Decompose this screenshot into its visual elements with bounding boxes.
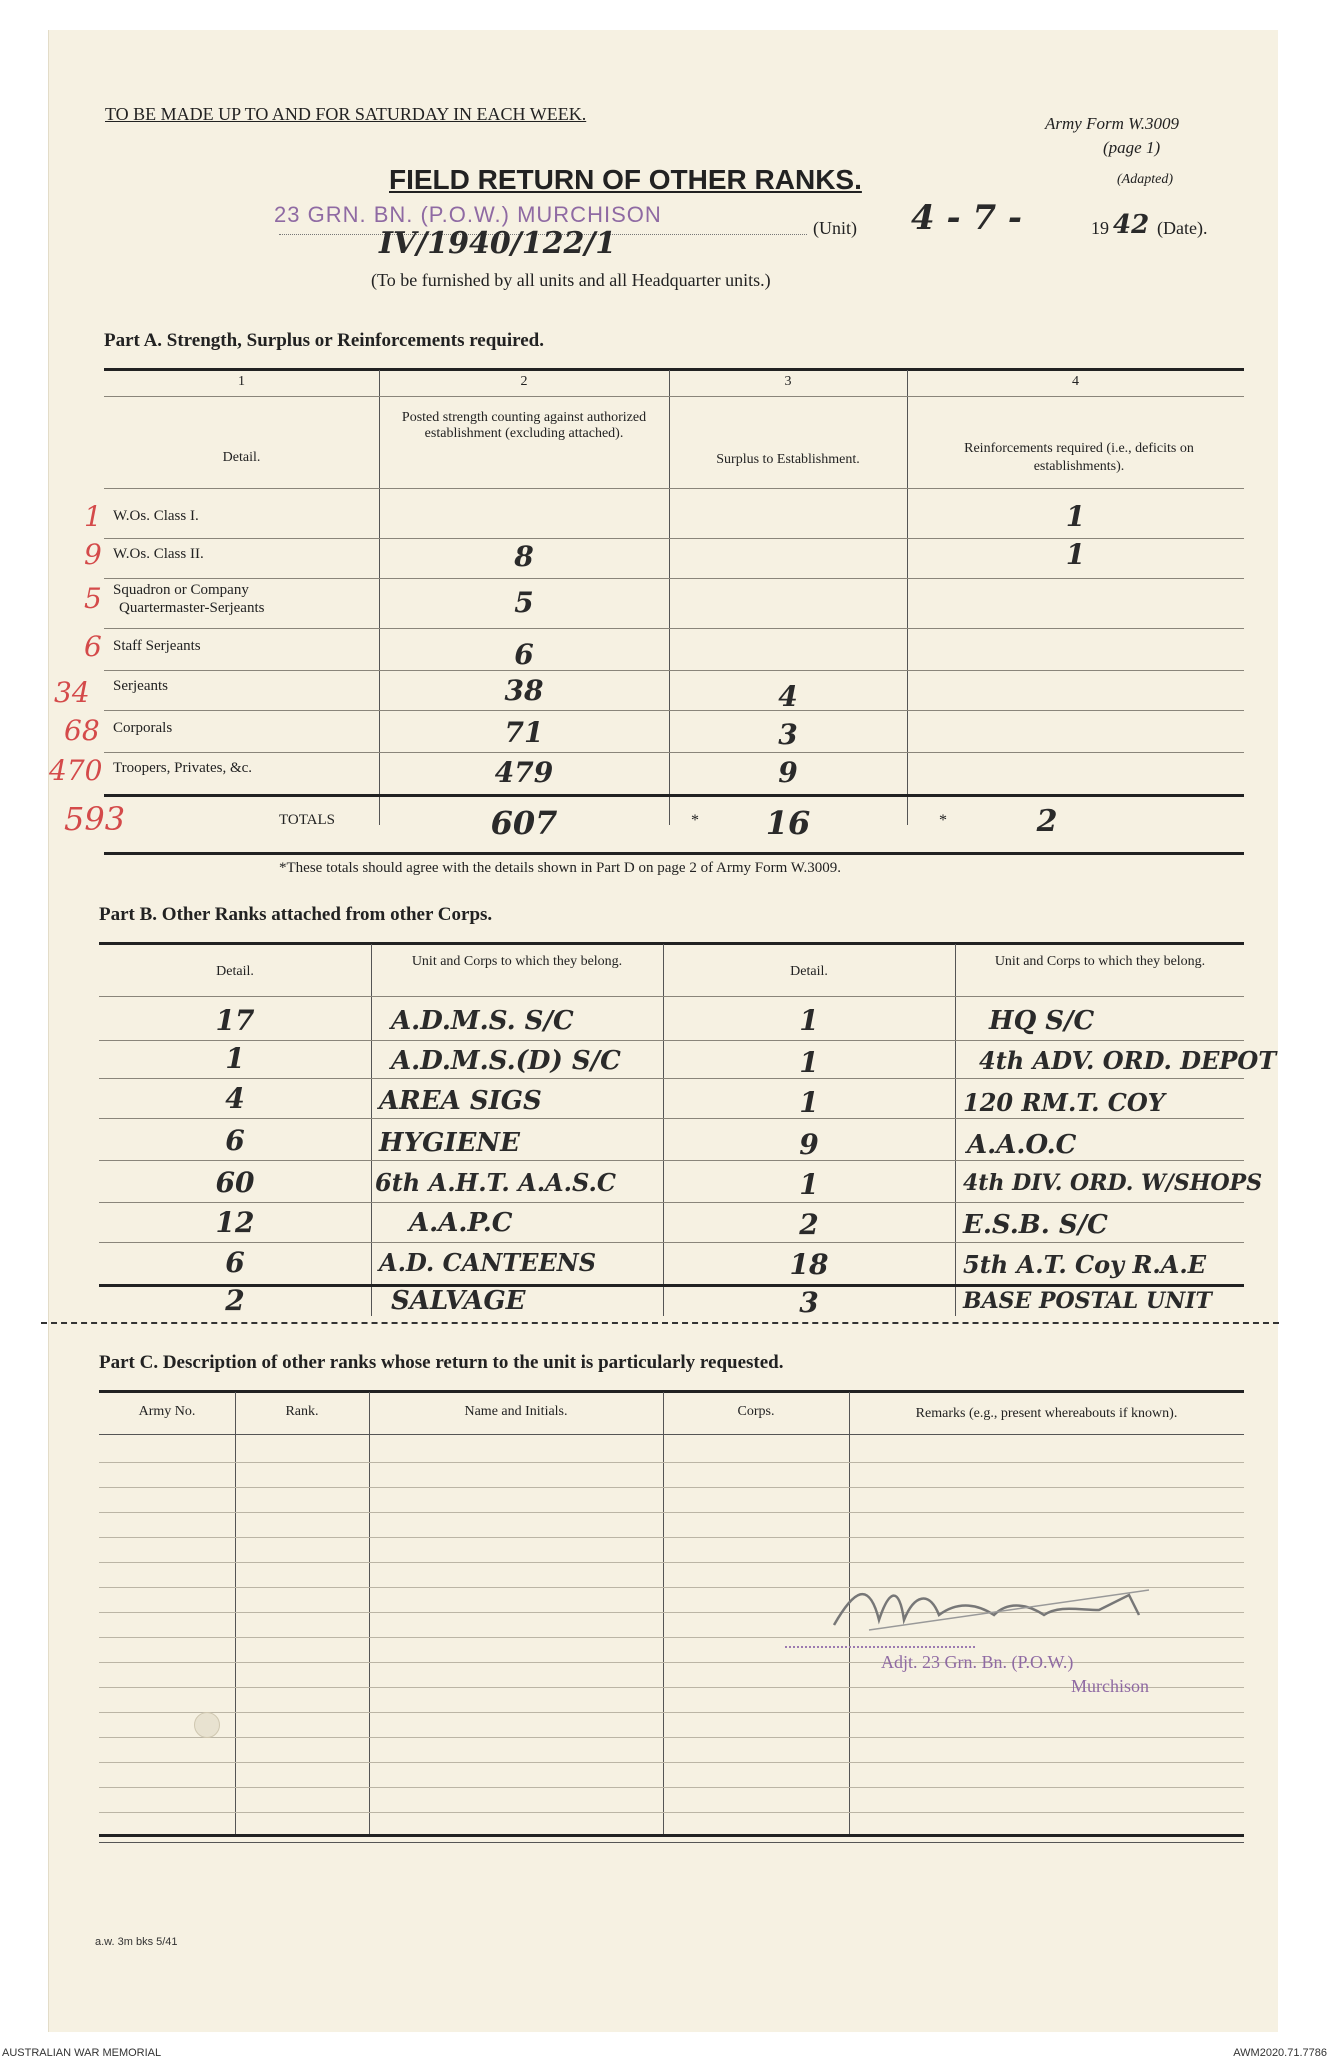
b-unit-1: SALVAGE bbox=[391, 1286, 526, 1316]
row-posted: 8 bbox=[514, 540, 534, 573]
b-detail-2: 1 bbox=[799, 1004, 819, 1037]
margin-tally: 470 bbox=[49, 754, 103, 787]
b-detail-1: 6 bbox=[225, 1124, 245, 1157]
form-name: Army Form W.3009 bbox=[1045, 114, 1179, 133]
margin-tally: 6 bbox=[84, 630, 102, 663]
row-detail: W.Os. Class I. bbox=[113, 508, 199, 524]
b-detail-2: 1 bbox=[799, 1168, 819, 1201]
margin-tally: 68 bbox=[64, 714, 100, 747]
b-unit-2: E.S.B. S/C bbox=[963, 1210, 1108, 1240]
row-posted: 38 bbox=[504, 674, 544, 707]
part-c-ruled-line bbox=[99, 1737, 1244, 1738]
b-unit-2: 4th DIV. ORD. W/SHOPS bbox=[963, 1170, 1263, 1196]
row-reinforcements: 1 bbox=[1065, 538, 1086, 571]
form-title: FIELD RETURN OF OTHER RANKS. bbox=[389, 164, 862, 195]
punch-hole bbox=[194, 1712, 220, 1738]
col-header-reinforcements: Reinforcements required (i.e., deficits on establishments). bbox=[964, 441, 1194, 474]
part-c-heading: Part C. Description of other ranks whose return to the unit is particularly requested. bbox=[99, 1352, 784, 1373]
col-number-1: 1 bbox=[238, 374, 245, 389]
date-handwritten: 4 - 7 - bbox=[911, 198, 1023, 238]
col-number-3: 3 bbox=[784, 374, 792, 389]
left-caption: AUSTRALIAN WAR MEMORIAL bbox=[2, 2047, 162, 2059]
signature-dotted-line bbox=[785, 1646, 975, 1648]
b-unit-1: A.D. CANTEENS bbox=[379, 1248, 597, 1277]
c-col-header-name: Name and Initials. bbox=[464, 1404, 568, 1419]
row-surplus: 4 bbox=[778, 680, 798, 713]
total-reinforcements: 2 bbox=[1036, 804, 1058, 839]
b-detail-2: 3 bbox=[799, 1286, 819, 1319]
adjutant-stamp-line2: Murchison bbox=[1071, 1676, 1149, 1696]
row-detail-line2: Quartermaster-Serjeants bbox=[119, 600, 265, 616]
b-unit-2: 4th ADV. ORD. DEPOT bbox=[979, 1046, 1277, 1075]
margin-tally: 9 bbox=[84, 538, 102, 571]
total-reinforcements-star: * bbox=[939, 812, 947, 829]
b-detail-1: 4 bbox=[225, 1082, 245, 1115]
part-c-ruled-line bbox=[99, 1787, 1244, 1788]
reference-handwritten: IV/1940/122/1 bbox=[379, 226, 617, 261]
b-col-header-detail-2: Detail. bbox=[790, 964, 828, 979]
b-detail-1: 1 bbox=[225, 1042, 245, 1075]
date-label: (Date). bbox=[1157, 218, 1208, 238]
total-surplus-star: * bbox=[691, 812, 699, 829]
col-header-posted: Posted strength counting against authorized establishment (excluding attached). bbox=[401, 410, 647, 441]
totals-note: *These totals should agree with the details shown in Part D on page 2 of Army Form W.3009. bbox=[279, 860, 842, 876]
b-unit-2: 120 RM.T. COY bbox=[963, 1088, 1165, 1117]
year-prefix: 19 bbox=[1091, 218, 1109, 238]
part-c-ruled-line bbox=[99, 1712, 1244, 1713]
b-unit-1: AREA SIGS bbox=[379, 1086, 542, 1116]
c-col-header-corps: Corps. bbox=[737, 1404, 775, 1419]
b-detail-1: 2 bbox=[225, 1284, 245, 1317]
c-col-header-army-no: Army No. bbox=[138, 1404, 196, 1419]
b-unit-2: A.A.O.C bbox=[967, 1130, 1077, 1160]
b-detail-2: 18 bbox=[789, 1248, 829, 1281]
furnish-note: (To be furnished by all units and all Headquarter units.) bbox=[371, 270, 771, 290]
b-detail-1: 12 bbox=[215, 1206, 255, 1239]
right-caption: AWM2020.71.7786 bbox=[1233, 2047, 1327, 2059]
adjutant-stamp-line1: Adjt. 23 Grn. Bn. (P.O.W.) bbox=[881, 1652, 1074, 1672]
part-b-heading: Part B. Other Ranks attached from other Corps. bbox=[99, 904, 493, 925]
form-sheet bbox=[48, 30, 1278, 2032]
part-c-ruled-line bbox=[99, 1537, 1244, 1538]
row-surplus: 3 bbox=[778, 718, 798, 751]
cut-line bbox=[41, 1322, 1279, 1324]
b-col-header-unit-1: Unit and Corps to which they belong. bbox=[411, 954, 623, 969]
part-c-ruled-line bbox=[99, 1487, 1244, 1488]
part-c-ruled-line bbox=[99, 1462, 1244, 1463]
form-page: (page 1) bbox=[1103, 138, 1161, 157]
part-b-top-rule bbox=[99, 942, 1244, 945]
b-detail-2: 2 bbox=[799, 1208, 819, 1241]
col-number-2: 2 bbox=[520, 374, 528, 389]
row-surplus: 9 bbox=[778, 756, 798, 789]
part-c-top-rule bbox=[99, 1390, 1244, 1393]
b-detail-1: 6 bbox=[225, 1246, 245, 1279]
part-c-ruled-line bbox=[99, 1762, 1244, 1763]
row-posted: 71 bbox=[504, 716, 544, 749]
b-col-header-detail-1: Detail. bbox=[216, 964, 254, 979]
row-detail: Serjeants bbox=[113, 678, 168, 694]
margin-tally: 5 bbox=[84, 582, 102, 615]
b-unit-2: 5th A.T. Coy R.A.E bbox=[963, 1250, 1207, 1279]
print-code: a.w. 3m bks 5/41 bbox=[95, 1936, 178, 1948]
margin-tally: 34 bbox=[54, 676, 90, 709]
row-detail: Squadron or Company bbox=[113, 582, 249, 598]
signature-mark bbox=[829, 1570, 1159, 1640]
b-detail-1: 60 bbox=[215, 1166, 255, 1199]
row-detail: W.Os. Class II. bbox=[113, 546, 204, 562]
adapted-label: (Adapted) bbox=[1117, 172, 1173, 187]
b-col-header-unit-2: Unit and Corps to which they belong. bbox=[994, 954, 1206, 969]
year-handwritten: 42 bbox=[1113, 210, 1150, 240]
b-detail-2: 9 bbox=[799, 1128, 819, 1161]
row-reinforcements: 1 bbox=[1065, 500, 1086, 533]
b-unit-1: A.D.M.S.(D) S/C bbox=[391, 1046, 621, 1076]
total-posted: 607 bbox=[490, 804, 558, 842]
total-surplus: 16 bbox=[765, 804, 811, 842]
row-detail: Staff Serjeants bbox=[113, 638, 201, 654]
b-detail-1: 17 bbox=[215, 1004, 255, 1037]
c-col-header-remarks: Remarks (e.g., present whereabouts if known). bbox=[915, 1406, 1178, 1421]
b-unit-1: A.D.M.S. S/C bbox=[391, 1006, 574, 1036]
part-c-ruled-line bbox=[99, 1812, 1244, 1813]
part-c-ruled-line bbox=[99, 1562, 1244, 1563]
margin-tally: 1 bbox=[84, 500, 102, 533]
b-unit-1: A.A.P.C bbox=[409, 1208, 513, 1238]
col-number-4: 4 bbox=[1072, 374, 1079, 389]
b-detail-2: 1 bbox=[799, 1086, 819, 1119]
b-unit-1: HYGIENE bbox=[379, 1128, 520, 1158]
row-detail: Troopers, Privates, &c. bbox=[113, 760, 253, 776]
totals-label: TOTALS bbox=[279, 812, 336, 828]
col-header-surplus: Surplus to Establishment. bbox=[716, 452, 860, 467]
margin-total: 593 bbox=[64, 800, 126, 838]
col-header-detail: Detail. bbox=[222, 450, 261, 465]
b-detail-2: 1 bbox=[799, 1046, 819, 1079]
part-a-heading: Part A. Strength, Surplus or Reinforcements required. bbox=[104, 330, 544, 351]
b-unit-1: 6th A.H.T. A.A.S.C bbox=[375, 1168, 616, 1197]
b-unit-2: HQ S/C bbox=[989, 1006, 1095, 1036]
row-detail: Corporals bbox=[113, 720, 173, 736]
unit-label: (Unit) bbox=[813, 218, 857, 238]
c-col-header-rank: Rank. bbox=[285, 1404, 319, 1419]
unit-stamp: 23 GRN. BN. (P.O.W.) MURCHISON bbox=[274, 202, 662, 227]
instruction-line: TO BE MADE UP TO AND FOR SATURDAY IN EACH WEEK. bbox=[105, 104, 587, 124]
part-c-ruled-line bbox=[99, 1512, 1244, 1513]
b-unit-2: BASE POSTAL UNIT bbox=[963, 1288, 1212, 1314]
row-posted: 5 bbox=[514, 586, 534, 619]
row-posted: 479 bbox=[494, 756, 554, 789]
part-a-top-rule bbox=[104, 368, 1244, 371]
row-posted: 6 bbox=[514, 638, 534, 671]
